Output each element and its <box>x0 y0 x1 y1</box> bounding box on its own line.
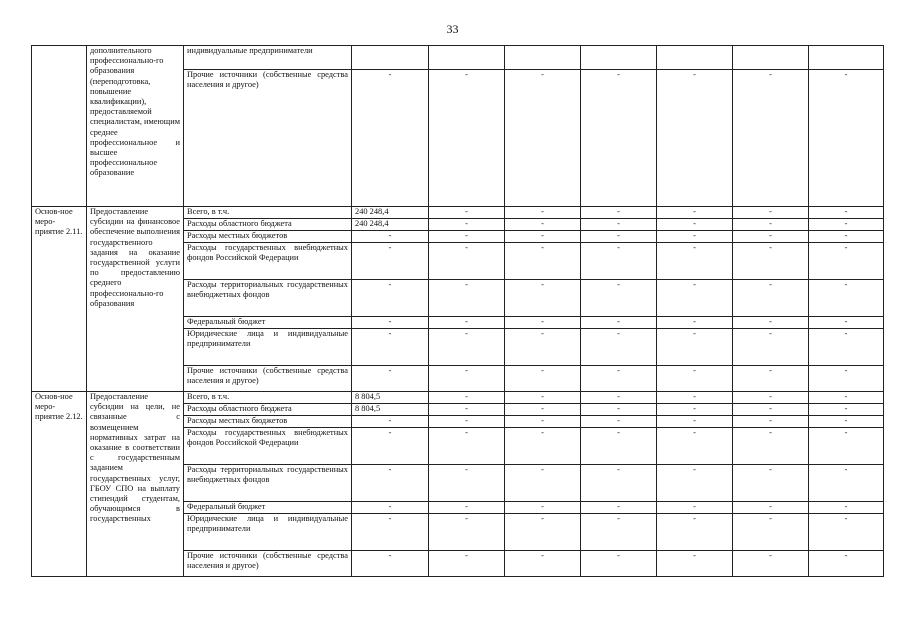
year-value-cell: - <box>657 70 733 207</box>
funding-source-cell: Расходы территориальных государственных внебюджетных фондов <box>184 280 352 317</box>
year-value-cell: - <box>657 243 733 280</box>
year-value-cell: - <box>657 317 733 329</box>
year-value-cell: - <box>505 70 581 207</box>
year-value-cell: - <box>505 366 581 392</box>
year-value-cell: - <box>733 392 809 404</box>
year-value-cell: - <box>809 317 884 329</box>
year-value-cell: - <box>809 207 884 219</box>
funding-source-cell: Федеральный бюджет <box>184 317 352 329</box>
year-value-cell: - <box>429 416 505 428</box>
year-value-cell: - <box>809 280 884 317</box>
total-cell: - <box>352 231 429 243</box>
total-cell: - <box>352 428 429 465</box>
year-value-cell: - <box>581 392 657 404</box>
year-value-cell: - <box>809 243 884 280</box>
year-value-cell: - <box>657 514 733 551</box>
year-value-cell: - <box>657 465 733 502</box>
year-value-cell: - <box>581 280 657 317</box>
year-value-cell: - <box>657 219 733 231</box>
year-value-cell: - <box>809 428 884 465</box>
year-value-cell: - <box>505 465 581 502</box>
year-value-cell: - <box>429 207 505 219</box>
year-value-cell: - <box>505 514 581 551</box>
year-value-cell: - <box>657 207 733 219</box>
year-value-cell: - <box>505 231 581 243</box>
year-value-cell: - <box>733 231 809 243</box>
total-cell: - <box>352 243 429 280</box>
year-value-cell: - <box>657 428 733 465</box>
year-value-cell: - <box>429 317 505 329</box>
funding-source-cell: Юридические лица и индивидуальные предприниматели <box>184 514 352 551</box>
event-description-cell: Предоставление субсидии на цели, не связанные с возмещением нормативных затрат на оказание в соответствии с государственным заданием государственных услуг, ГБОУ СПО на выплату стипендий студентам, обучающимся в государственных <box>87 392 184 577</box>
year-value-cell: - <box>809 366 884 392</box>
year-value-cell: - <box>809 416 884 428</box>
funding-source-cell: Расходы областного бюджета <box>184 219 352 231</box>
year-value-cell: - <box>657 392 733 404</box>
funding-source-cell: индивидуальные предприниматели <box>184 46 352 70</box>
year-value-cell: - <box>657 280 733 317</box>
year-value-cell: - <box>809 465 884 502</box>
year-value-cell: - <box>505 329 581 366</box>
year-value-cell: - <box>581 366 657 392</box>
year-value-cell: - <box>505 551 581 577</box>
year-value-cell: - <box>429 502 505 514</box>
year-value-cell: - <box>733 317 809 329</box>
year-value-cell <box>505 46 581 70</box>
funding-source-cell: Расходы территориальных государственных внебюджетных фондов <box>184 465 352 502</box>
year-value-cell: - <box>733 502 809 514</box>
year-value-cell: - <box>505 317 581 329</box>
year-value-cell: - <box>657 231 733 243</box>
funding-source-cell: Расходы местных бюджетов <box>184 416 352 428</box>
year-value-cell: - <box>809 70 884 207</box>
year-value-cell: - <box>657 551 733 577</box>
year-value-cell: - <box>429 404 505 416</box>
year-value-cell: - <box>429 392 505 404</box>
table-row <box>32 207 884 219</box>
year-value-cell: - <box>429 243 505 280</box>
year-value-cell: - <box>429 280 505 317</box>
total-cell: 8 804,5 <box>352 392 429 404</box>
year-value-cell: - <box>429 366 505 392</box>
year-value-cell: - <box>429 231 505 243</box>
year-value-cell: - <box>581 502 657 514</box>
year-value-cell: - <box>429 551 505 577</box>
total-cell: - <box>352 366 429 392</box>
total-cell: - <box>352 280 429 317</box>
year-value-cell <box>581 46 657 70</box>
event-description-cell: дополнительного профессионально-го образования (переподготовка, повышение квалификации), предоставляемой специалистам, имеющим среднее профессиональное и высшее профессиональное образование <box>87 46 184 207</box>
year-value-cell <box>429 46 505 70</box>
total-cell: - <box>352 317 429 329</box>
year-value-cell: - <box>429 428 505 465</box>
year-value-cell: - <box>733 404 809 416</box>
budget-table <box>31 45 884 577</box>
year-value-cell <box>809 46 884 70</box>
year-value-cell: - <box>505 428 581 465</box>
table-row <box>32 392 884 404</box>
year-value-cell <box>733 46 809 70</box>
year-value-cell: - <box>657 502 733 514</box>
year-value-cell: - <box>581 219 657 231</box>
year-value-cell: - <box>657 366 733 392</box>
funding-source-cell: Всего, в т.ч. <box>184 392 352 404</box>
year-value-cell: - <box>581 404 657 416</box>
year-value-cell: - <box>581 551 657 577</box>
funding-source-cell: Прочие источники (собственные средства населения и другое) <box>184 366 352 392</box>
year-value-cell: - <box>733 329 809 366</box>
page-number: 33 <box>446 22 459 36</box>
event-description-cell: Предоставление субсидии на финансовое обеспечение выполнения государственного задания на оказание государственной услуги по предоставлению среднего профессионально-го образования <box>87 207 184 392</box>
year-value-cell: - <box>733 243 809 280</box>
total-cell: 240 248,4 <box>352 207 429 219</box>
funding-source-cell: Расходы государственных внебюджетных фондов Российской Федерации <box>184 428 352 465</box>
year-value-cell: - <box>581 465 657 502</box>
total-cell: - <box>352 551 429 577</box>
year-value-cell: - <box>809 219 884 231</box>
year-value-cell: - <box>733 416 809 428</box>
year-value-cell: - <box>581 416 657 428</box>
year-value-cell: - <box>581 317 657 329</box>
year-value-cell: - <box>809 404 884 416</box>
year-value-cell: - <box>505 404 581 416</box>
year-value-cell: - <box>733 465 809 502</box>
funding-source-cell: Расходы местных бюджетов <box>184 231 352 243</box>
year-value-cell: - <box>809 502 884 514</box>
year-value-cell: - <box>581 231 657 243</box>
year-value-cell: - <box>657 404 733 416</box>
funding-source-cell: Юридические лица и индивидуальные предприниматели <box>184 329 352 366</box>
year-value-cell: - <box>505 502 581 514</box>
event-number-cell: Основ-ное меро-приятие 2.11. <box>32 207 87 392</box>
event-number-cell <box>32 46 87 207</box>
total-cell: - <box>352 70 429 207</box>
funding-source-cell: Прочие источники (собственные средства населения и другое) <box>184 70 352 207</box>
year-value-cell: - <box>429 514 505 551</box>
year-value-cell: - <box>581 329 657 366</box>
year-value-cell: - <box>581 70 657 207</box>
year-value-cell: - <box>505 392 581 404</box>
year-value-cell: - <box>505 416 581 428</box>
year-value-cell <box>657 46 733 70</box>
year-value-cell: - <box>581 243 657 280</box>
funding-source-cell: Всего, в т.ч. <box>184 207 352 219</box>
total-cell: - <box>352 465 429 502</box>
year-value-cell: - <box>581 207 657 219</box>
funding-source-cell: Прочие источники (собственные средства населения и другое) <box>184 551 352 577</box>
year-value-cell: - <box>429 70 505 207</box>
funding-source-cell: Федеральный бюджет <box>184 502 352 514</box>
year-value-cell: - <box>733 70 809 207</box>
year-value-cell: - <box>733 280 809 317</box>
year-value-cell: - <box>733 219 809 231</box>
year-value-cell: - <box>581 514 657 551</box>
funding-source-cell: Расходы государственных внебюджетных фондов Российской Федерации <box>184 243 352 280</box>
year-value-cell: - <box>733 366 809 392</box>
total-cell: - <box>352 502 429 514</box>
year-value-cell: - <box>809 231 884 243</box>
total-cell <box>352 46 429 70</box>
year-value-cell: - <box>429 329 505 366</box>
year-value-cell: - <box>505 280 581 317</box>
year-value-cell: - <box>809 329 884 366</box>
year-value-cell: - <box>505 243 581 280</box>
year-value-cell: - <box>581 428 657 465</box>
year-value-cell: - <box>505 207 581 219</box>
total-cell: 240 248,4 <box>352 219 429 231</box>
year-value-cell: - <box>733 428 809 465</box>
event-number-cell: Основ-ное меро-приятие 2.12. <box>32 392 87 577</box>
year-value-cell: - <box>733 551 809 577</box>
total-cell: - <box>352 416 429 428</box>
year-value-cell: - <box>809 551 884 577</box>
year-value-cell: - <box>505 219 581 231</box>
year-value-cell: - <box>733 514 809 551</box>
year-value-cell: - <box>809 514 884 551</box>
year-value-cell: - <box>809 392 884 404</box>
total-cell: 8 804,5 <box>352 404 429 416</box>
year-value-cell: - <box>657 416 733 428</box>
year-value-cell: - <box>733 207 809 219</box>
year-value-cell: - <box>429 219 505 231</box>
table-row <box>32 46 884 70</box>
year-value-cell: - <box>657 329 733 366</box>
total-cell: - <box>352 514 429 551</box>
year-value-cell: - <box>429 465 505 502</box>
funding-source-cell: Расходы областного бюджета <box>184 404 352 416</box>
total-cell: - <box>352 329 429 366</box>
